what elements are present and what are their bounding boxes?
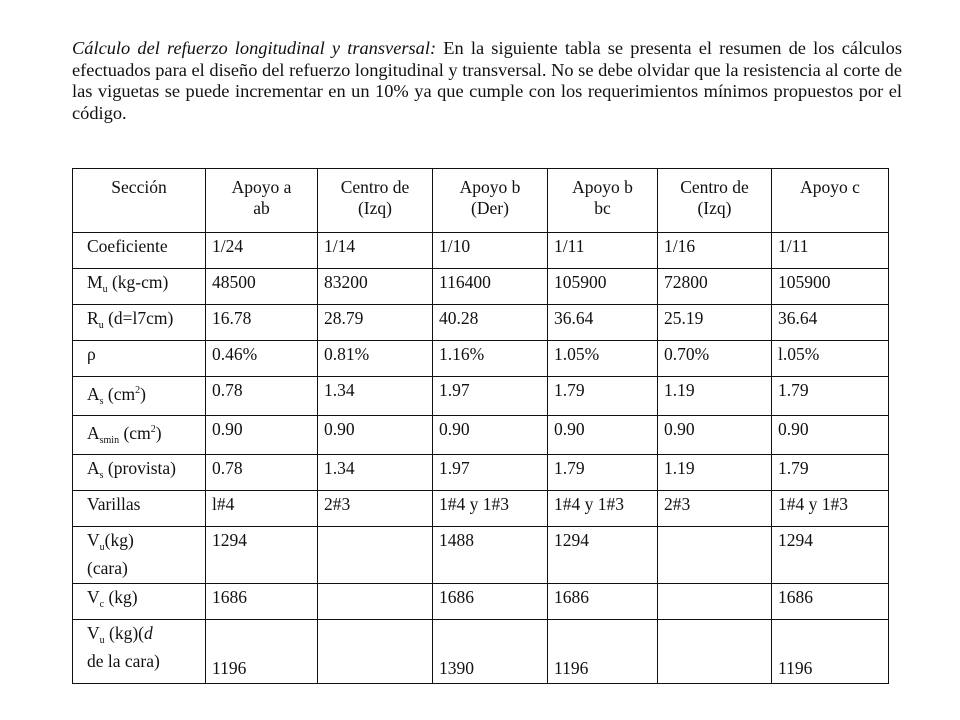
table-cell: 2#3	[318, 491, 433, 527]
table-row	[73, 341, 889, 377]
table-row	[73, 305, 889, 341]
table-cell	[318, 527, 433, 584]
table-cell: 1390	[433, 620, 548, 684]
table-cell: 48500	[206, 269, 318, 305]
table-cell: 1#4 y 1#3	[433, 491, 548, 527]
table-cell: 0.78	[206, 455, 318, 491]
table-cell: 72800	[658, 269, 772, 305]
table-cell: 0.90	[433, 416, 548, 455]
table-cell: 1686	[548, 584, 658, 620]
table-cell: 1/11	[772, 233, 889, 269]
table-cell: 1/10	[433, 233, 548, 269]
table-cell: 1/24	[206, 233, 318, 269]
table-cell: 1/11	[548, 233, 658, 269]
table-cell	[318, 584, 433, 620]
table-cell: 105900	[772, 269, 889, 305]
header-row	[73, 169, 889, 233]
row-label: $A_s$ $(cm^2)$	[73, 377, 206, 416]
intro-body: En la siguiente tabla se presenta el resumen de los cálculos efectuados para el diseño del refuerzo longitudinal y transversal. No se debe olvidar que la resistencia al corte de las viguetas se puede incrementar en un 10% ya que cumple con los requerimientos mínimos propuestos por el código.	[72, 38, 902, 123]
table-cell: 1.16%	[433, 341, 548, 377]
table-row	[73, 455, 889, 491]
table-cell: 1.19	[658, 455, 772, 491]
table-cell: 16.78	[206, 305, 318, 341]
row-label: $A_{smin}$ $(cm^2)$	[73, 416, 206, 455]
table-cell: 28.79	[318, 305, 433, 341]
row-label: ρ	[73, 341, 206, 377]
table-row	[73, 527, 889, 584]
table-row	[73, 584, 889, 620]
table-cell: 1.79	[772, 377, 889, 416]
summary-table	[72, 168, 889, 684]
table-cell: 36.64	[772, 305, 889, 341]
table-cell: 1.05%	[548, 341, 658, 377]
intro-lead: Cálculo del refuerzo longitudinal y transversal:	[72, 38, 437, 58]
table-cell: 1.97	[433, 455, 548, 491]
table-cell: 83200	[318, 269, 433, 305]
table-cell: 1686	[772, 584, 889, 620]
table-cell: 0.90	[206, 416, 318, 455]
table-row	[73, 620, 889, 684]
table-cell: 36.64	[548, 305, 658, 341]
table-cell: 0.90	[318, 416, 433, 455]
header-cell: Apoyo b bc	[548, 169, 658, 233]
table-cell: 1.34	[318, 377, 433, 416]
row-label: $V_c$ (kg)	[73, 584, 206, 620]
table-cell: 1.97	[433, 377, 548, 416]
table-cell: 0.90	[772, 416, 889, 455]
table-cell: 1294	[206, 527, 318, 584]
table-cell: 0.81%	[318, 341, 433, 377]
table-cell	[658, 584, 772, 620]
table-cell: 1#4 y 1#3	[772, 491, 889, 527]
table-cell: 1294	[548, 527, 658, 584]
table-cell	[318, 620, 433, 684]
table-cell	[658, 620, 772, 684]
row-label: $A_s$ (provista)	[73, 455, 206, 491]
row-label: $V_u(kg)$ (cara)	[73, 527, 206, 584]
table-cell: 1.79	[548, 377, 658, 416]
header-cell: Centro de (Izq)	[658, 169, 772, 233]
table-cell: 40.28	[433, 305, 548, 341]
table-cell: 1196	[772, 620, 889, 684]
table-cell: 1488	[433, 527, 548, 584]
table-cell: 1.79	[772, 455, 889, 491]
table-row	[73, 233, 889, 269]
intro-paragraph	[72, 38, 902, 124]
row-label: $V_u$ (kg)(d de la cara)	[73, 620, 206, 684]
header-cell: Sección	[73, 169, 206, 233]
row-label: $M_u$ (kg-cm)	[73, 269, 206, 305]
table-cell: 116400	[433, 269, 548, 305]
table-cell: 1196	[206, 620, 318, 684]
table-cell: l.05%	[772, 341, 889, 377]
table-cell: 0.46%	[206, 341, 318, 377]
table-cell: 0.90	[658, 416, 772, 455]
header-cell: Centro de (Izq)	[318, 169, 433, 233]
table-cell: 25.19	[658, 305, 772, 341]
table-cell: 1686	[433, 584, 548, 620]
table-row	[73, 491, 889, 527]
table-cell: l#4	[206, 491, 318, 527]
table-cell: 0.90	[548, 416, 658, 455]
table-cell: 1.79	[548, 455, 658, 491]
row-label: Coeficiente	[73, 233, 206, 269]
row-label: Varillas	[73, 491, 206, 527]
row-label: $R_u$ (d=l7cm)	[73, 305, 206, 341]
table-cell: 1686	[206, 584, 318, 620]
table-cell: 2#3	[658, 491, 772, 527]
header-cell: Apoyo a ab	[206, 169, 318, 233]
table-cell: 0.78	[206, 377, 318, 416]
table-cell: 1294	[772, 527, 889, 584]
table-row	[73, 269, 889, 305]
table-cell: 105900	[548, 269, 658, 305]
table-cell: 1.19	[658, 377, 772, 416]
table-row	[73, 377, 889, 416]
header-cell: Apoyo c	[772, 169, 889, 233]
table-cell: 1/16	[658, 233, 772, 269]
table-cell: 1.34	[318, 455, 433, 491]
table-cell: 1196	[548, 620, 658, 684]
table-cell: 1#4 y 1#3	[548, 491, 658, 527]
header-cell: Apoyo b (Der)	[433, 169, 548, 233]
table-row	[73, 416, 889, 455]
table-cell: 1/14	[318, 233, 433, 269]
table-cell	[658, 527, 772, 584]
table-cell: 0.70%	[658, 341, 772, 377]
